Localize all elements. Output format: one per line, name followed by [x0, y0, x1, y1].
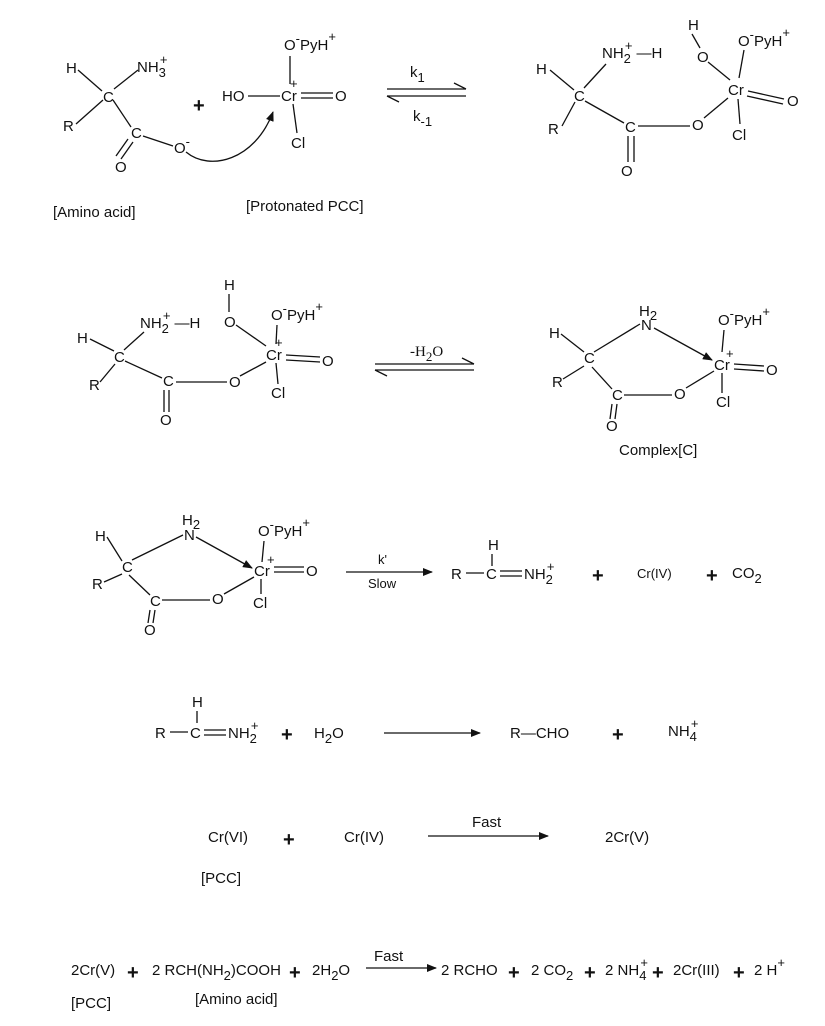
atom-o: O [335, 88, 347, 105]
bond [615, 404, 617, 419]
bond [121, 142, 133, 159]
arrow-barb [454, 83, 466, 89]
atom-h: H [536, 61, 547, 78]
cr-charge: + [290, 76, 298, 91]
bond [240, 362, 266, 376]
protonated-pcc-structure [222, 29, 347, 152]
plus-sign: + [127, 962, 139, 984]
atom-n: N [641, 317, 652, 334]
equilibrium-arrows-1 [387, 64, 466, 129]
atom-o-ester: O [692, 117, 704, 134]
crIII-product: 2Cr(III) [673, 962, 720, 979]
ester-intermediate-structure-2 [77, 277, 334, 429]
slow-label: Slow [368, 576, 397, 591]
bond [550, 70, 574, 90]
atom-o-carboxylate: O- [174, 134, 191, 157]
atom-cr: Cr [728, 82, 744, 99]
electron-push-arrow [186, 112, 273, 161]
bond [734, 369, 764, 371]
aldehyde-product: R—CHO [510, 725, 570, 742]
bond [708, 62, 730, 80]
bond [114, 70, 138, 89]
arrow-barb [375, 370, 387, 376]
bond [100, 364, 115, 382]
atom-o-oh: O [224, 314, 236, 331]
atom-c-alpha: C [103, 89, 114, 106]
dative-bond-arrow [196, 537, 252, 568]
plus-sign: + [584, 962, 596, 984]
atom-cr: Cr [281, 88, 297, 105]
plus-sign: + [508, 962, 520, 984]
atom-o-pyh: O-PyH+ [738, 25, 790, 50]
plus-sign: + [193, 95, 205, 117]
cyclic-complex-structure-2 [92, 512, 318, 639]
atom-h2: H2 [639, 303, 658, 323]
atom-o-pyh: O-PyH+ [258, 515, 310, 540]
bond [704, 98, 728, 118]
atom-c-alpha: C [574, 88, 585, 105]
crIV-reactant: Cr(IV) [344, 829, 384, 846]
dehydration-label: -H2O [410, 344, 444, 364]
bond [113, 100, 131, 127]
protonated-pcc-label: [Protonated PCC] [246, 198, 364, 215]
ester-intermediate-structure [536, 17, 799, 180]
bond [734, 364, 764, 366]
plus-sign: + [652, 962, 664, 984]
slow-step-arrow [346, 552, 432, 591]
water-reactant: 2H2O [312, 962, 351, 983]
atom-o-ring: O [674, 386, 686, 403]
plus-sign: + [706, 565, 718, 587]
bond [286, 360, 320, 362]
atom-c-alpha: C [114, 349, 125, 366]
scheme-6-overall-reaction [71, 948, 785, 1012]
plus-sign: + [289, 962, 301, 984]
bond [143, 136, 173, 146]
bond [116, 139, 128, 156]
atom-cr: Cr [266, 347, 282, 364]
plus-sign: + [281, 724, 293, 746]
crV-product: 2Cr(V) [605, 829, 650, 846]
plus-sign: + [733, 962, 745, 984]
iminium-ion-structure-2 [155, 694, 259, 746]
plus-sign: + [283, 829, 295, 851]
fast-label: Fast [472, 814, 502, 831]
atom-r: R [548, 121, 559, 138]
bond [236, 325, 266, 346]
water-reactant: H2O [314, 725, 344, 746]
pcc-label: [PCC] [201, 870, 242, 887]
atom-cr: Cr [254, 563, 270, 580]
atom-c-alpha: C [584, 350, 595, 367]
atom-o-ester: O [229, 374, 241, 391]
atom-cl: Cl [732, 127, 747, 144]
atom-h-top: H [688, 17, 699, 34]
atom-cr: Cr [714, 357, 730, 374]
atom-o-pyh: O-PyH+ [271, 299, 323, 324]
atom-o-pyh: O-PyH+ [718, 304, 770, 329]
bond [584, 64, 606, 88]
atom-c: C [150, 593, 161, 610]
amino-acid-reactant: 2 RCH(NH2)COOH [152, 962, 281, 983]
cr-charge: + [267, 552, 275, 567]
atom-ho: HO [222, 88, 245, 105]
k1-label: k1 [410, 64, 425, 85]
bond [592, 367, 612, 389]
bond [692, 34, 700, 48]
atom-o-carbonyl: O [115, 159, 127, 176]
plus-sign: + [592, 565, 604, 587]
atom-n: N [184, 527, 195, 544]
scheme-1-protonated-amino-acid-plus-pcc [53, 17, 799, 221]
bond [561, 334, 584, 352]
atom-c-alpha: C [122, 559, 133, 576]
bond [124, 332, 144, 350]
bond [738, 99, 740, 124]
bond [585, 101, 624, 123]
atom-o: O [306, 563, 318, 580]
atom-c: C [163, 373, 174, 390]
bond [107, 537, 122, 561]
cyclic-complex-structure [549, 303, 778, 435]
atom-r: R [89, 377, 100, 394]
bond [224, 577, 254, 594]
atom-h2: H2 [182, 512, 201, 532]
atom-h-top: H [224, 277, 235, 294]
bond [293, 104, 297, 133]
bond [104, 574, 122, 582]
atom-cl: Cl [271, 385, 286, 402]
bond [90, 339, 114, 351]
crIV-product: Cr(IV) [637, 566, 672, 581]
iminium-ion-structure [451, 537, 555, 587]
bond [262, 541, 264, 562]
atom-r: R [155, 725, 166, 742]
scheme-4-hydrolysis [155, 694, 699, 746]
co2-product: CO2 [732, 565, 762, 586]
dative-bond-arrow [654, 328, 712, 360]
pcc-label: [PCC] [71, 995, 112, 1012]
bond [76, 100, 103, 124]
bond [129, 575, 150, 595]
atom-r: R [92, 576, 103, 593]
atom-o-carbonyl: O [621, 163, 633, 180]
atom-c: C [612, 387, 623, 404]
cr-charge: + [275, 335, 283, 350]
ammonium-product: NH4+ [668, 716, 699, 744]
bond [286, 355, 320, 357]
atom-o: O [766, 362, 778, 379]
atom-o: O [787, 93, 799, 110]
aldehyde-product: 2 RCHO [441, 962, 498, 979]
bond [78, 70, 102, 91]
atom-c-carboxyl: C [131, 125, 142, 142]
bond [563, 366, 584, 379]
bond [276, 363, 278, 384]
bond [739, 50, 744, 78]
proton-product: 2 H+ [754, 955, 785, 979]
atom-nh2: NH2+ [228, 718, 259, 746]
atom-h: H [488, 537, 499, 554]
atom-h: H [77, 330, 88, 347]
co2-product: 2 CO2 [531, 962, 574, 983]
atom-o-carbonyl: O [606, 418, 618, 435]
crV-reactant: 2Cr(V) [71, 962, 116, 979]
atom-o-carbonyl: O [144, 622, 156, 639]
k-prime-label: k' [378, 552, 387, 567]
bond [722, 330, 724, 352]
atom-r: R [451, 566, 462, 583]
atom-nh2-h: NH2+ —H [140, 308, 201, 336]
atom-h: H [549, 325, 560, 342]
plus-sign: + [612, 724, 624, 746]
arrow-barb [462, 358, 474, 364]
atom-h: H [192, 694, 203, 711]
atom-c: C [190, 725, 201, 742]
atom-r: R [552, 374, 563, 391]
k-1-label: k-1 [413, 108, 433, 129]
atom-o-carbonyl: O [160, 412, 172, 429]
atom-c: C [486, 566, 497, 583]
bond [132, 535, 183, 560]
cr-charge: + [726, 346, 734, 361]
atom-c: C [625, 119, 636, 136]
atom-cl: Cl [716, 394, 731, 411]
amino-acid-label: [Amino acid] [53, 204, 136, 221]
atom-o: O [322, 353, 334, 370]
atom-nh3: NH3+ [137, 52, 168, 80]
fast-label: Fast [374, 948, 404, 965]
atom-nh2: NH2+ [524, 559, 555, 587]
atom-o-oh: O [697, 49, 709, 66]
bond [594, 324, 640, 352]
arrow-barb [387, 96, 399, 102]
scheme-3-rate-determining-step [92, 512, 762, 639]
complex-label: Complex[C] [619, 442, 698, 459]
atom-nh2-h: NH2+ —H [602, 38, 663, 66]
ammonium-product: 2 NH4+ [605, 955, 649, 983]
atom-h: H [66, 60, 77, 77]
atom-o-ring: O [212, 591, 224, 608]
scheme-5-comproportionation [201, 814, 649, 887]
equilibrium-arrows-2 [375, 344, 474, 376]
bond [125, 361, 162, 378]
bond [562, 102, 575, 126]
atom-cl: Cl [291, 135, 306, 152]
scheme-2-cyclization [77, 277, 778, 459]
atom-o-pyh: O-PyH+ [284, 29, 336, 54]
crVI-reactant: Cr(VI) [208, 829, 248, 846]
amino-acid-label: [Amino acid] [195, 991, 278, 1008]
atom-h: H [95, 528, 106, 545]
atom-r: R [63, 118, 74, 135]
amino-acid-structure [63, 52, 273, 176]
bond [686, 371, 714, 388]
bond [610, 404, 612, 419]
atom-cl: Cl [253, 595, 268, 612]
